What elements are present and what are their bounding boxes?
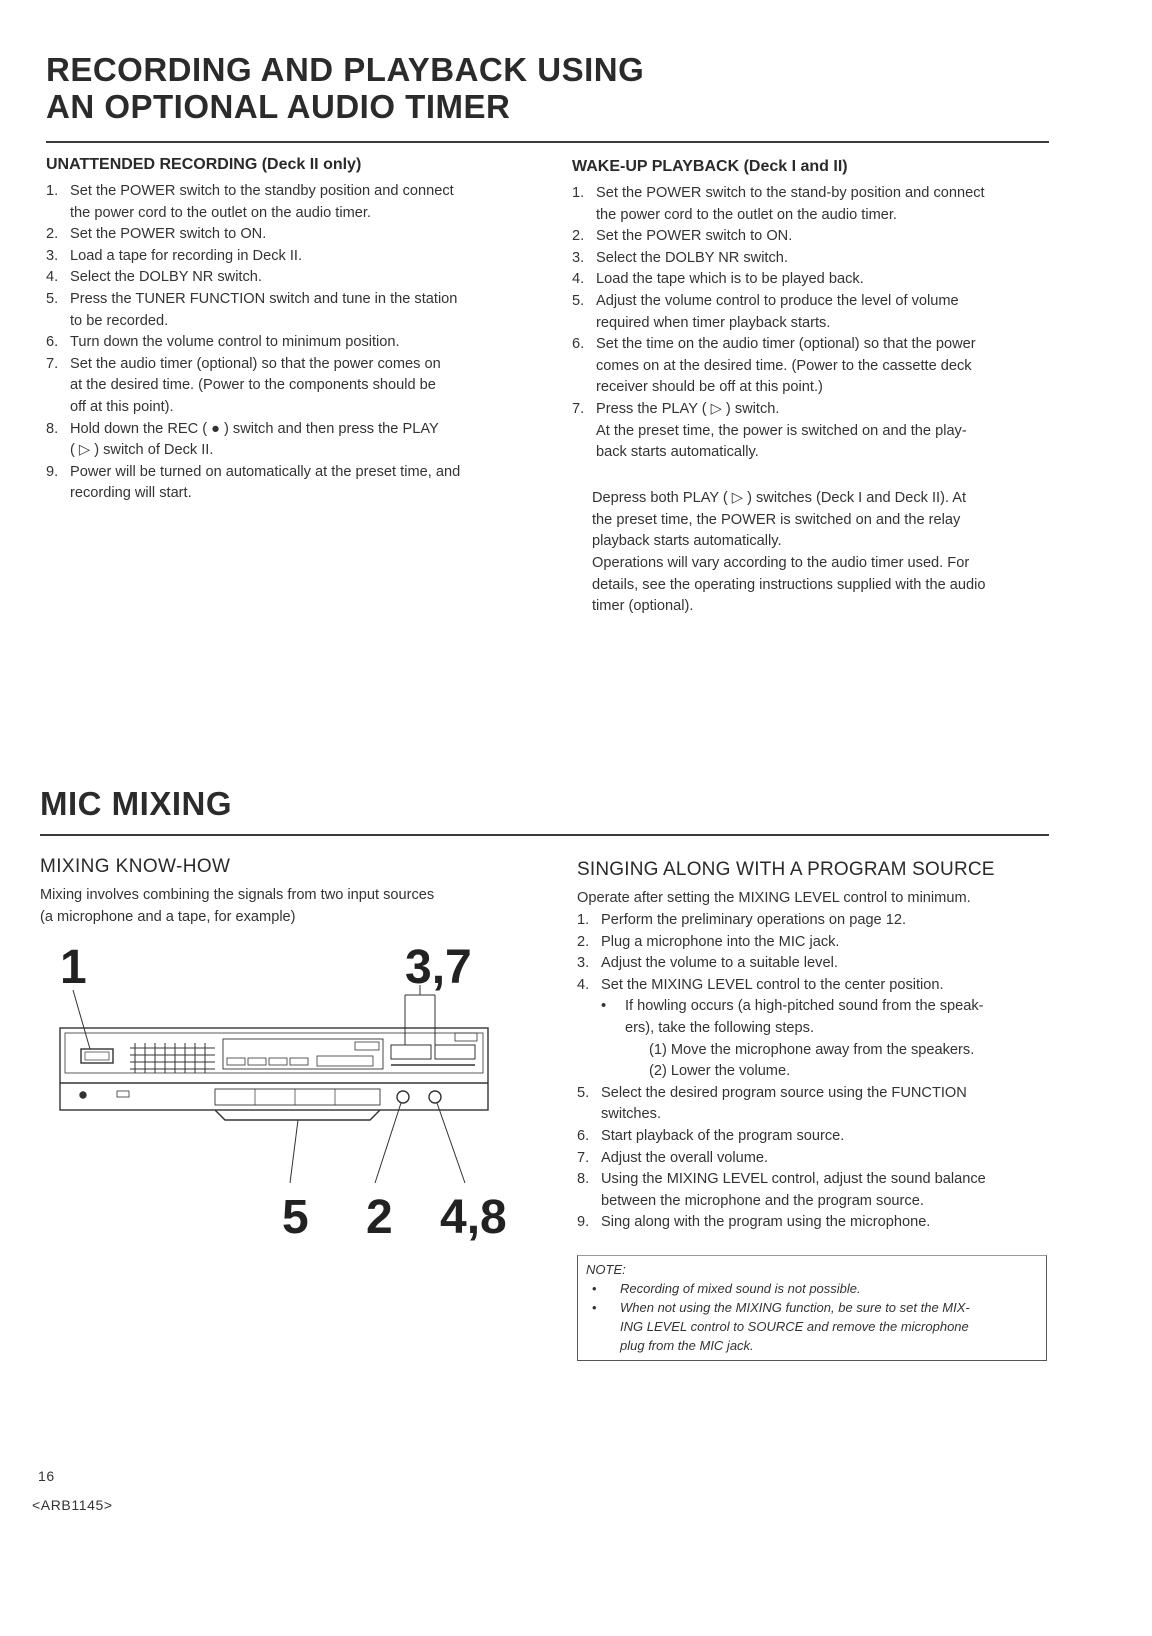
step-item bbox=[572, 269, 1052, 291]
step-text-line: Turn down the volume control to minimum position. bbox=[70, 334, 400, 351]
mic-jack-shape bbox=[397, 1091, 409, 1103]
step-number: 6. bbox=[572, 336, 585, 353]
function-switches-shape bbox=[215, 1089, 380, 1105]
text-line: Depress both PLAY ( ▷ ) switches (Deck I and Deck II). At bbox=[592, 490, 967, 506]
mic-mixing-title: MIC MIXING bbox=[40, 785, 232, 822]
note-line: When not using the MIXING function, be sure to set the MIX- bbox=[620, 1300, 970, 1315]
text-line: (a microphone and a tape, for example) bbox=[40, 908, 296, 925]
step-number: 4. bbox=[572, 271, 585, 288]
note-item bbox=[586, 1279, 1038, 1298]
step-text-line: to be recorded. bbox=[70, 312, 169, 329]
step-item bbox=[572, 291, 1052, 334]
step-number: 8. bbox=[577, 1171, 590, 1188]
step-number: 4. bbox=[577, 976, 590, 993]
step-text-line: Select the DOLBY NR switch. bbox=[70, 269, 262, 286]
step-text-line: Set the POWER switch to the stand-by position and connect bbox=[596, 185, 985, 201]
step-number: 2. bbox=[577, 933, 590, 950]
callout-1: 1 bbox=[60, 941, 87, 994]
step-text-line: Press the PLAY ( ▷ ) switch. bbox=[596, 400, 780, 417]
note-line: ING LEVEL control to SOURCE and remove the microphone bbox=[620, 1319, 969, 1334]
section-title-line-1: RECORDING AND PLAYBACK USING bbox=[46, 51, 645, 88]
step-text-line: Adjust the volume to a suitable level. bbox=[601, 955, 838, 972]
step-number: 3. bbox=[577, 955, 590, 972]
step-text-line: ( ▷ ) switch of Deck II. bbox=[70, 442, 214, 459]
step-text-line: recording will start. bbox=[70, 485, 192, 502]
step-item bbox=[577, 932, 1057, 954]
step-text-line: Set the MIXING LEVEL control to the center position. bbox=[601, 976, 944, 993]
step-number: 5. bbox=[46, 290, 59, 307]
text-line: playback starts automatically. bbox=[592, 533, 782, 550]
howling-substeps bbox=[577, 1040, 1057, 1083]
step-number: 9. bbox=[577, 1214, 590, 1231]
step-item bbox=[577, 1148, 1057, 1170]
step-text-line: Hold down the REC ( ● ) switch and then press the PLAY bbox=[70, 420, 439, 437]
step-text-line: Adjust the overall volume. bbox=[601, 1149, 769, 1166]
text-line: the preset time, the POWER is switched on and the relay bbox=[592, 511, 961, 528]
step-text-line: Start playback of the program source. bbox=[601, 1127, 845, 1144]
unattended-recording-heading: UNATTENDED RECORDING (Deck II only) bbox=[46, 156, 362, 173]
step-number: 7. bbox=[46, 355, 59, 372]
text-line: timer (optional). bbox=[592, 598, 694, 615]
step-number: 3. bbox=[572, 249, 585, 266]
mixing-level-knob-shape bbox=[429, 1091, 441, 1103]
step-text-line: Plug a microphone into the MIC jack. bbox=[601, 933, 840, 950]
step-text-line: Power will be turned on automatically at the preset time, and bbox=[70, 463, 461, 480]
step-item bbox=[46, 462, 526, 505]
step-text-line: Select the DOLBY NR switch. bbox=[596, 249, 788, 266]
callout-4-8: 4,8 bbox=[440, 1191, 507, 1244]
step-text-line: comes on at the desired time. (Power to the cassette deck bbox=[596, 357, 972, 374]
step-item bbox=[577, 910, 1057, 932]
document-code: <ARB1145> bbox=[32, 1497, 113, 1513]
step-text-line: Select the desired program source using the FUNCTION bbox=[601, 1084, 967, 1101]
page-number: 16 bbox=[38, 1468, 55, 1484]
note-item bbox=[586, 1298, 1038, 1355]
step-item bbox=[46, 246, 526, 268]
step-text-line: Set the POWER switch to ON. bbox=[70, 226, 267, 243]
singing-intro: Operate after setting the MIXING LEVEL control to minimum. bbox=[577, 890, 971, 906]
step-text-line: Using the MIXING LEVEL control, adjust the sound balance bbox=[601, 1171, 986, 1188]
step-text-line: off at this point). bbox=[70, 398, 174, 415]
step-text-line: back starts automatically. bbox=[596, 444, 759, 461]
step-text-line: the power cord to the outlet on the audio timer. bbox=[70, 204, 371, 221]
step-text-line: Perform the preliminary operations on page 12. bbox=[601, 912, 907, 928]
step-item bbox=[572, 248, 1052, 270]
bullet-icon: • bbox=[592, 1281, 597, 1296]
step-number: 4. bbox=[46, 269, 59, 286]
wakeup-note-paragraph-1 bbox=[592, 488, 1052, 553]
step-number: 6. bbox=[46, 334, 59, 351]
wakeup-playback-heading: WAKE-UP PLAYBACK (Deck I and II) bbox=[572, 158, 848, 175]
power-switch-shape bbox=[81, 1049, 113, 1063]
step-number: 2. bbox=[572, 228, 585, 245]
step-number: 2. bbox=[46, 226, 59, 243]
step-number: 9. bbox=[46, 463, 59, 480]
step-number: 7. bbox=[572, 400, 585, 417]
step-item bbox=[46, 354, 526, 419]
step-text-line: Set the POWER switch to ON. bbox=[596, 228, 793, 245]
step-text-line: required when timer playback starts. bbox=[596, 314, 831, 331]
step-item bbox=[46, 419, 526, 462]
slider-bank-shape bbox=[130, 1043, 215, 1073]
text-line: (1) Move the microphone away from the speakers. bbox=[649, 1041, 975, 1058]
step-item bbox=[577, 975, 1057, 997]
callout-5: 5 bbox=[282, 1191, 309, 1244]
bullet-icon: • bbox=[592, 1300, 597, 1315]
howling-tip: • If howling occurs (a high-pitched sound from the speak- ers), take the following steps. bbox=[577, 996, 1057, 1039]
step-item bbox=[572, 334, 1052, 399]
mixing-intro bbox=[40, 885, 520, 928]
step-item bbox=[572, 226, 1052, 248]
step-text-line: Press the TUNER FUNCTION switch and tune in the station bbox=[70, 290, 458, 307]
headphone-jack-shape bbox=[80, 1092, 86, 1098]
step-text-line: the power cord to the outlet on the audio timer. bbox=[596, 206, 897, 223]
text-line: Operations will vary according to the audio timer used. For bbox=[592, 555, 970, 571]
step-number: 6. bbox=[577, 1127, 590, 1144]
wakeup-playback-steps bbox=[572, 183, 1052, 464]
step-number: 1. bbox=[572, 185, 585, 201]
singing-along-heading: SINGING ALONG WITH A PROGRAM SOURCE bbox=[577, 859, 995, 880]
section-divider bbox=[46, 141, 1049, 143]
note-box bbox=[577, 1255, 1047, 1361]
section-title-line-2: AN OPTIONAL AUDIO TIMER bbox=[46, 88, 511, 125]
step-number: 5. bbox=[572, 292, 585, 309]
step-number: 1. bbox=[46, 183, 59, 199]
text-line: ers), take the following steps. bbox=[625, 1019, 814, 1036]
step-text-line: Adjust the volume control to produce the level of volume bbox=[596, 292, 959, 309]
step-item bbox=[577, 1212, 1057, 1234]
step-text-line: Load a tape for recording in Deck II. bbox=[70, 247, 303, 264]
unattended-recording-steps bbox=[46, 181, 526, 505]
step-text-line: between the microphone and the program source. bbox=[601, 1192, 924, 1209]
step-text-line: Set the POWER switch to the standby position and connect bbox=[70, 183, 454, 199]
step-item bbox=[572, 399, 1052, 464]
section-divider-2 bbox=[40, 834, 1049, 836]
callout-3-7: 3,7 bbox=[405, 941, 472, 994]
step-text-line: receiver should be off at this point.) bbox=[596, 379, 823, 396]
step-text-line: switches. bbox=[601, 1106, 662, 1123]
step-item bbox=[46, 289, 526, 332]
step-text-line: Sing along with the program using the microphone. bbox=[601, 1214, 931, 1231]
step-text-line: Load the tape which is to be played back. bbox=[596, 271, 864, 288]
note-line: Recording of mixed sound is not possible. bbox=[620, 1281, 861, 1296]
step-item bbox=[46, 267, 526, 289]
step-item bbox=[577, 1169, 1057, 1212]
step-number: 7. bbox=[577, 1149, 590, 1166]
step-item bbox=[572, 183, 1052, 226]
step-text-line: at the desired time. (Power to the components should be bbox=[70, 377, 436, 394]
text-line: If howling occurs (a high-pitched sound from the speak- bbox=[625, 998, 984, 1015]
step-item bbox=[46, 224, 526, 246]
singing-steps bbox=[577, 910, 1057, 1234]
note-line: plug from the MIC jack. bbox=[620, 1338, 754, 1353]
text-line: details, see the operating instructions supplied with the audio bbox=[592, 576, 986, 593]
step-number: 5. bbox=[577, 1084, 590, 1101]
step-number: 3. bbox=[46, 247, 59, 264]
step-number: 1. bbox=[577, 912, 590, 928]
text-line: (2) Lower the volume. bbox=[649, 1063, 791, 1080]
mixing-knowhow-heading: MIXING KNOW-HOW bbox=[40, 856, 231, 877]
step-text-line: Set the audio timer (optional) so that the power comes on bbox=[70, 355, 441, 372]
cassette-deck-diagram bbox=[55, 985, 495, 1195]
text-line: Mixing involves combining the signals from two input sources bbox=[40, 887, 435, 903]
step-number: 8. bbox=[46, 420, 59, 437]
display-panel-shape bbox=[223, 1039, 383, 1069]
step-item bbox=[46, 181, 526, 224]
step-item bbox=[577, 953, 1057, 975]
callout-2: 2 bbox=[366, 1191, 393, 1244]
wakeup-note-paragraph-2 bbox=[592, 553, 1052, 618]
step-text-line: Set the time on the audio timer (optional) so that the power bbox=[596, 336, 976, 353]
step-item bbox=[577, 1083, 1057, 1126]
step-item bbox=[577, 1126, 1057, 1148]
step-item bbox=[46, 332, 526, 354]
step-text-line: At the preset time, the power is switched on and the play- bbox=[596, 422, 967, 439]
note-label: NOTE: bbox=[586, 1262, 626, 1277]
